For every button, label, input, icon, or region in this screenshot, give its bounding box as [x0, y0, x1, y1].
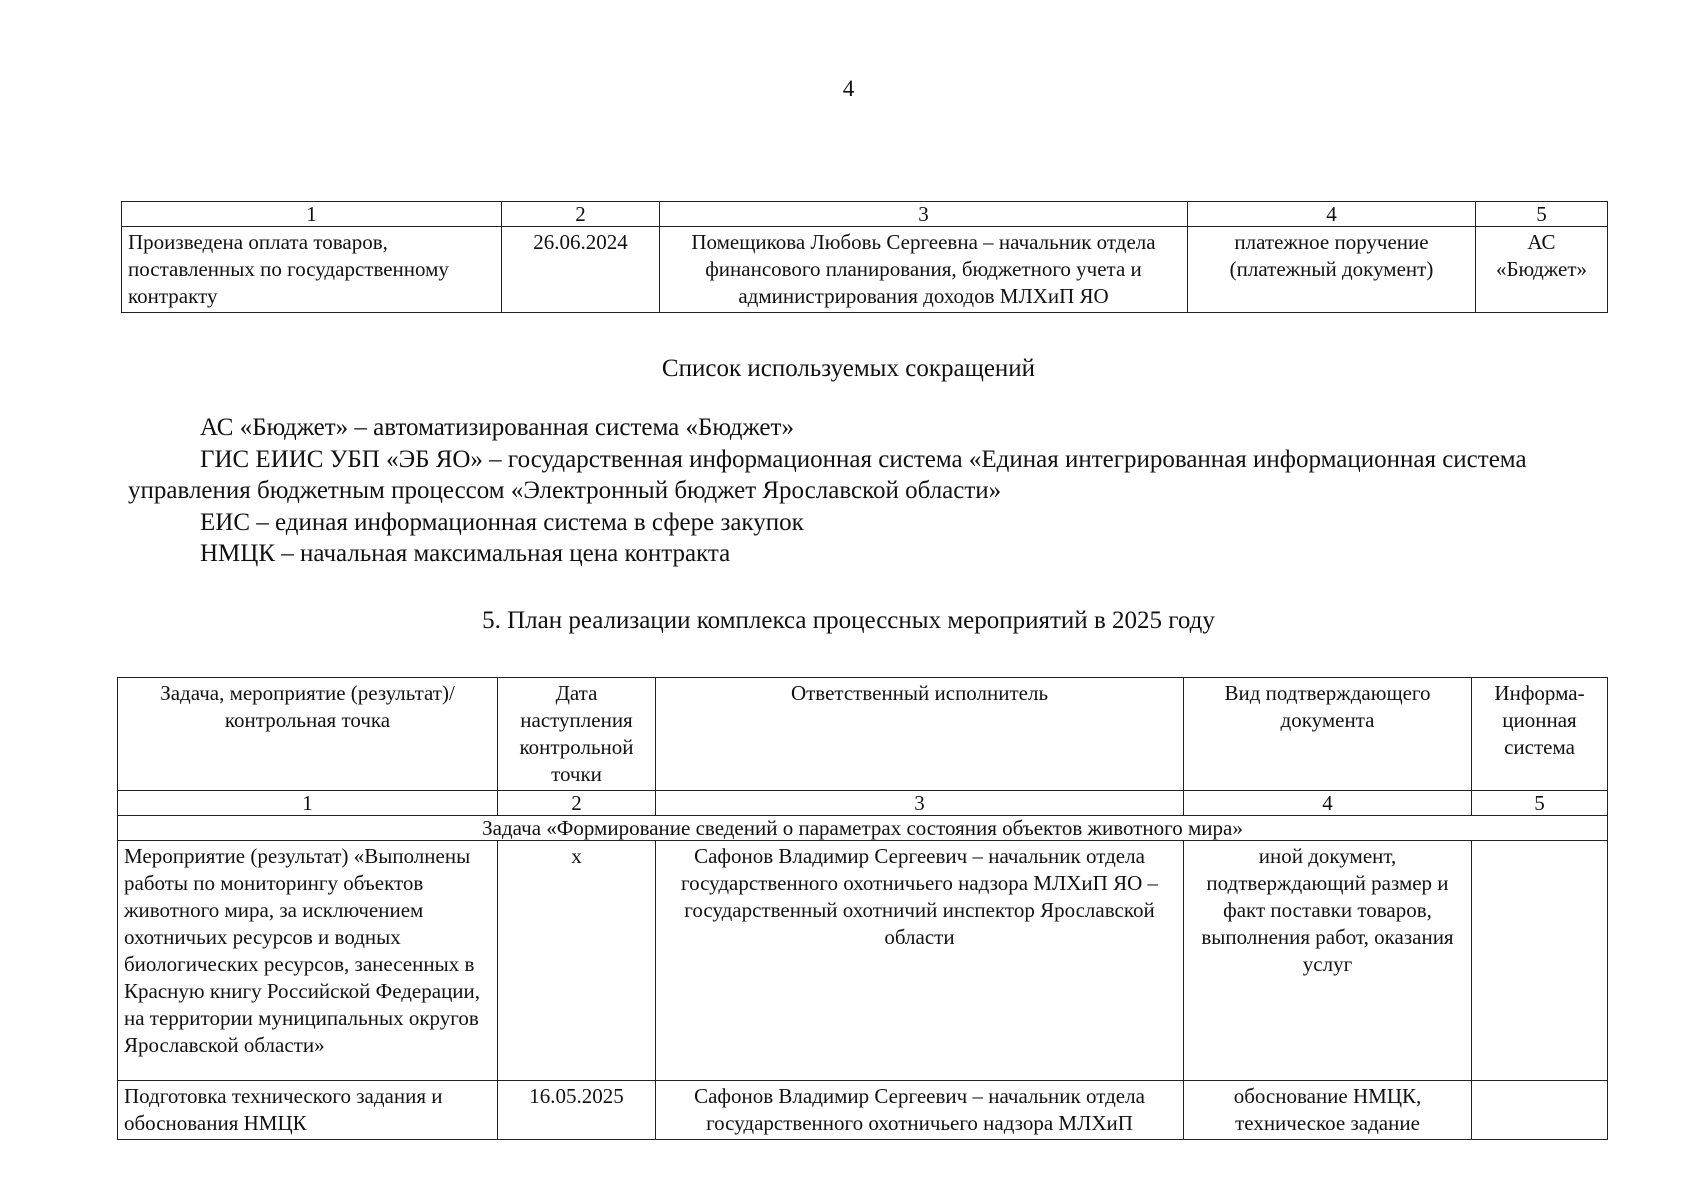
column-number: 4	[1184, 791, 1472, 816]
column-number: 1	[122, 202, 502, 227]
header-cell: Вид подтверждающего документа	[1184, 678, 1472, 791]
table-row	[118, 1081, 1608, 1140]
column-number: 3	[656, 791, 1184, 816]
document-cell: платежное поручение (платежный документ)	[1188, 227, 1476, 313]
system-cell	[1472, 841, 1608, 1081]
section-5-title: 5. План реализации комплекса процессных мероприятий в 2025 году	[482, 607, 1215, 634]
page-number: 4	[842, 76, 855, 101]
date-cell: х	[498, 841, 656, 1081]
task-cell: Задача «Формирование сведений о параметрах состояния объектов животного мира»	[118, 816, 1608, 841]
system-cell: АС «Бюджет»	[1476, 227, 1608, 313]
abbreviation-item: ГИС ЕИИС УБП «ЭБ ЯО» – государственная информационная система «Единая интегрированная информационная система управления бюджетным процессом «Электронный бюджет Ярославской области»	[128, 445, 1527, 504]
column-number: 2	[502, 202, 660, 227]
header-row	[118, 678, 1608, 791]
table-row	[122, 227, 1608, 313]
column-numbers-row	[122, 202, 1608, 227]
abbreviation-item: НМЦК – начальная максимальная цена контракта	[200, 540, 731, 567]
event-cell: Произведена оплата товаров, поставленных по государственному контракту	[122, 227, 502, 313]
event-cell: Мероприятие (результат) «Выполнены работы по мониторингу объектов животного мира, за исключением охотничьих ресурсов и водных биологических ресурсов, занесенных в Красную книгу Российской Федерации, на территории муниципальных округов Ярославской области»	[118, 841, 498, 1081]
responsible-cell: Сафонов Владимир Сергеевич – начальник отдела государственного охотничьего надзора МЛХиП	[656, 1081, 1184, 1140]
plan-2025-table	[117, 677, 1608, 1140]
header-cell: Дата наступления контрольной точки	[498, 678, 656, 791]
column-number: 5	[1472, 791, 1608, 816]
abbreviation-item: АС «Бюджет» – автоматизированная система «Бюджет»	[200, 414, 794, 441]
header-cell: Задача, мероприятие (результат)/ контрольная точка	[118, 678, 498, 791]
date-cell: 26.06.2024	[502, 227, 660, 313]
header-cell: Информа-ционная система	[1472, 678, 1608, 791]
system-cell	[1472, 1081, 1608, 1140]
date-cell: 16.05.2025	[498, 1081, 656, 1140]
column-numbers-row	[118, 791, 1608, 816]
abbreviation-item: ЕИС – единая информационная система в сфере закупок	[200, 508, 804, 536]
column-number: 5	[1476, 202, 1608, 227]
event-cell: Подготовка технического задания и обоснования НМЦК	[118, 1081, 498, 1140]
column-number: 1	[118, 791, 498, 816]
abbreviations-title: Список используемых сокращений	[661, 355, 1036, 382]
abbreviations-list	[128, 412, 1608, 570]
column-number: 4	[1188, 202, 1476, 227]
previous-plan-table	[121, 201, 1608, 313]
table-row	[118, 841, 1608, 1081]
document-cell: иной документ, подтверждающий размер и факт поставки товаров, выполнения работ, оказания услуг	[1184, 841, 1472, 1081]
task-row	[118, 816, 1608, 841]
header-cell: Ответственный исполнитель	[656, 678, 1184, 791]
responsible-cell: Сафонов Владимир Сергеевич – начальник отдела государственного охотничьего надзора МЛХиП ЯО – государственный охотничий инспектор Ярославской области	[656, 841, 1184, 1081]
document-cell: обоснование НМЦК, техническое задание	[1184, 1081, 1472, 1140]
responsible-cell: Помещикова Любовь Сергеевна – начальник отдела финансового планирования, бюджетного учета и администрирования доходов МЛХиП ЯО	[660, 227, 1188, 313]
column-number: 2	[498, 791, 656, 816]
column-number: 3	[660, 202, 1188, 227]
